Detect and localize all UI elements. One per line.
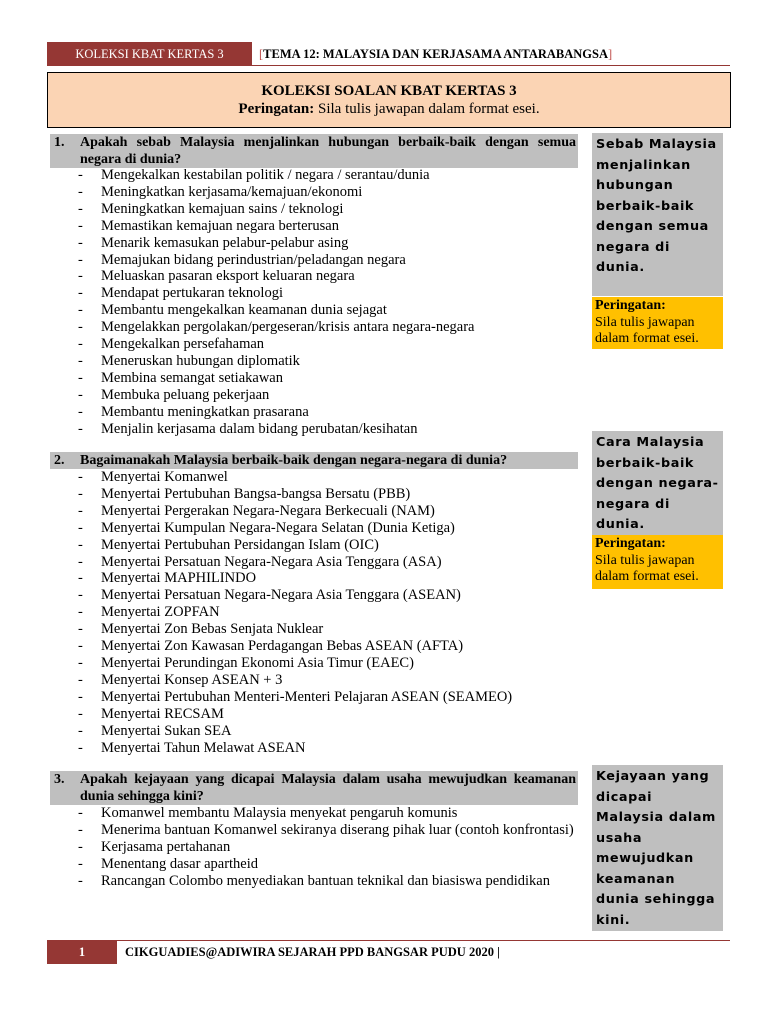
question-3-heading [50,771,578,805]
question-1-side-title: Sebab Malaysia menjalinkan hubungan berbaik-baik dengan semua negara di dunia. [592,133,723,296]
answer-item: - Menyertai Persatuan Negara-Negara Asia Tenggara (ASA) [76,554,576,571]
question-1-answer-list [76,167,576,438]
answer-item: - Menentang dasar apartheid [76,856,576,873]
answer-item: - Meneruskan hubungan diplomatik [76,353,576,370]
answer-item: - Rancangan Colombo menyediakan bantuan teknikal dan biasiswa pendidikan [76,873,576,890]
question-2-number: 2. [54,453,65,468]
question-2-text: Bagaimanakah Malaysia berbaik-baik dengan negara-negara di dunia? [80,453,508,468]
question-1-text: Apakah sebab Malaysia menjalinkan hubungan berbaik-baik dengan semua negara di dunia? [80,135,576,167]
answer-item: - Kerjasama pertahanan [76,839,576,856]
answer-item: - Menyertai Pertubuhan Persidangan Islam (OIC) [76,537,576,554]
question-2-side-warning [592,535,723,589]
answer-item: - Membantu mengekalkan keamanan dunia sejagat [76,302,576,319]
answer-item: - Menyertai Konsep ASEAN + 3 [76,672,576,689]
answer-item: - Menyertai RECSAM [76,706,576,723]
question-1-side-warning-label: Peringatan: [595,298,666,313]
question-2-heading [50,452,578,469]
header-open-bracket: [ [259,47,264,61]
footer-text: CIKGUADIES@ADIWIRA SEJARAH PPD BANGSAR PUDU 2020 | [125,945,500,959]
question-3-side-title: Kejayaan yang dicapai Malaysia dalam usaha mewujudkan keamanan dunia sehingga kini. [592,765,723,931]
answer-item: - Mengekalkan persefahaman [76,336,576,353]
answer-item: - Menyertai Perundingan Ekonomi Asia Timur (EAEC) [76,655,576,672]
header-rule [252,65,730,66]
answer-item: - Menyertai Komanwel [76,469,576,486]
header-theme [259,42,612,66]
answer-item: - Meningkatkan kemajuan sains / teknologi [76,201,576,218]
answer-item: - Menyertai Zon Kawasan Perdagangan Bebas ASEAN (AFTA) [76,638,576,655]
answer-item: - Menjalin kerjasama dalam bidang perubatan/kesihatan [76,421,576,438]
title-box [47,72,731,128]
question-2-side-warning-label: Peringatan: [595,536,666,551]
title-warning-text: Sila tulis jawapan dalam format esei. [314,101,540,117]
question-2-side-warning-text: Sila tulis jawapan dalam format esei. [595,552,699,584]
question-3-number: 3. [54,772,65,787]
answer-item: - Menyertai Sukan SEA [76,723,576,740]
answer-item: - Memastikan kemajuan negara berterusan [76,218,576,235]
answer-item: - Menyertai Zon Bebas Senjata Nuklear [76,621,576,638]
page-header [47,42,730,66]
page-title: KOLEKSI SOALAN KBAT KERTAS 3 [261,83,517,99]
header-collection-label: KOLEKSI KBAT KERTAS 3 [47,42,252,66]
footer-page-number: 1 [47,940,117,964]
answer-item: - Membuka peluang pekerjaan [76,387,576,404]
answer-item: - Menyertai MAPHILINDO [76,570,576,587]
answer-item: - Mengekalkan kestabilan politik / negara / serantau/dunia [76,167,576,184]
answer-item: - Menerima bantuan Komanwel sekiranya diserang pihak luar (contoh konfrontasi) [76,822,576,839]
question-3-text: Apakah kejayaan yang dicapai Malaysia dalam usaha mewujudkan keamanan dunia sehingga kini? [80,772,576,804]
page-footer [47,940,730,964]
answer-item: - Menyertai Pertubuhan Bangsa-bangsa Bersatu (PBB) [76,486,576,503]
answer-item: - Meningkatkan kerjasama/kemajuan/ekonomi [76,184,576,201]
header-theme-label: TEMA 12: MALAYSIA DAN KERJASAMA ANTARABANGSA [263,47,609,61]
answer-item: - Memajukan bidang perindustrian/peladangan negara [76,252,576,269]
answer-item: - Menyertai Pertubuhan Menteri-Menteri Pelajaran ASEAN (SEAMEO) [76,689,576,706]
answer-item: - Menyertai ZOPFAN [76,604,576,621]
question-3-answer-list [76,805,576,890]
answer-item: - Mendapat pertukaran teknologi [76,285,576,302]
answer-item: - Komanwel membantu Malaysia menyekat pengaruh komunis [76,805,576,822]
title-warning [48,101,730,118]
answer-item: - Menyertai Pergerakan Negara-Negara Berkecuali (NAM) [76,503,576,520]
answer-item: - Menyertai Tahun Melawat ASEAN [76,740,576,757]
answer-item: - Mengelakkan pergolakan/pergeseran/krisis antara negara-negara [76,319,576,336]
answer-item: - Meluaskan pasaran eksport keluaran negara [76,268,576,285]
question-2-answer-list [76,469,576,756]
question-1-heading [50,134,578,168]
answer-item: - Menyertai Persatuan Negara-Negara Asia Tenggara (ASEAN) [76,587,576,604]
answer-item: - Menarik kemasukan pelabur-pelabur asing [76,235,576,252]
question-1-number: 1. [54,135,65,150]
answer-item: - Membina semangat setiakawan [76,370,576,387]
question-2-side-title: Cara Malaysia berbaik-baik dengan negara-negara di dunia. [592,431,723,535]
answer-item: - Menyertai Kumpulan Negara-Negara Selatan (Dunia Ketiga) [76,520,576,537]
header-close-bracket: ] [608,47,613,61]
question-1-side-warning [592,297,723,349]
answer-item: - Membantu meningkatkan prasarana [76,404,576,421]
title-warning-label: Peringatan: [238,101,315,117]
question-1-side-warning-text: Sila tulis jawapan dalam format esei. [595,314,699,346]
